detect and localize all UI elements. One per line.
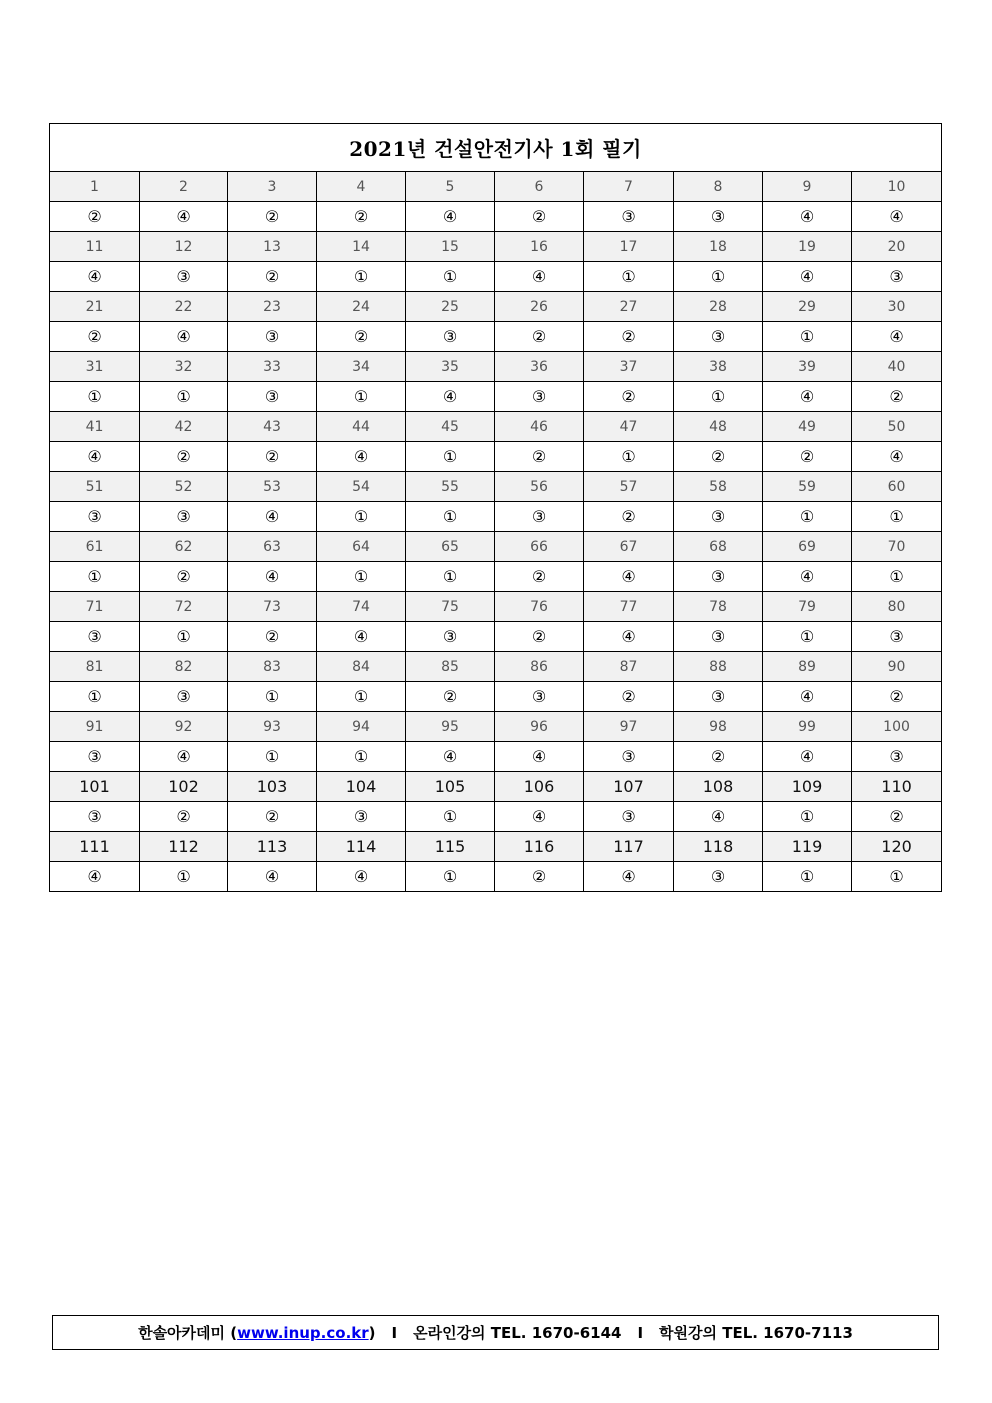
question-number-cell: 103 <box>228 772 317 802</box>
answer-cell: ④ <box>495 262 584 292</box>
answer-cell: ② <box>584 502 674 532</box>
answer-cell: ② <box>228 622 317 652</box>
answer-cell: ② <box>852 802 942 832</box>
answer-cell: ③ <box>674 502 763 532</box>
question-number-cell: 81 <box>50 652 140 682</box>
question-number-cell: 68 <box>674 532 763 562</box>
answer-row <box>50 262 942 292</box>
question-number-cell: 78 <box>674 592 763 622</box>
question-number-cell: 96 <box>495 712 584 742</box>
question-number-cell: 30 <box>852 292 942 322</box>
question-number-cell: 105 <box>406 772 495 802</box>
answer-cell: ④ <box>140 322 228 352</box>
answer-cell: ④ <box>317 442 406 472</box>
question-number-cell: 9 <box>763 172 852 202</box>
question-number-cell: 87 <box>584 652 674 682</box>
question-number-cell: 85 <box>406 652 495 682</box>
question-number-cell: 52 <box>140 472 228 502</box>
question-number-cell: 14 <box>317 232 406 262</box>
answer-cell: ① <box>852 862 942 892</box>
answer-cell: ② <box>495 862 584 892</box>
footer-bar <box>52 1315 939 1350</box>
question-number-cell: 56 <box>495 472 584 502</box>
answer-row <box>50 202 942 232</box>
answer-cell: ② <box>674 442 763 472</box>
answer-cell: ② <box>852 382 942 412</box>
question-number-cell: 17 <box>584 232 674 262</box>
answer-cell: ② <box>228 442 317 472</box>
question-number-cell: 119 <box>763 832 852 862</box>
answer-cell: ④ <box>406 742 495 772</box>
question-number-row <box>50 232 942 262</box>
question-number-cell: 74 <box>317 592 406 622</box>
close-paren: ) <box>368 1323 376 1342</box>
question-number-cell: 37 <box>584 352 674 382</box>
question-number-cell: 107 <box>584 772 674 802</box>
answer-cell: ② <box>674 742 763 772</box>
answer-cell: ② <box>852 682 942 712</box>
answer-row <box>50 802 942 832</box>
answer-cell: ① <box>406 502 495 532</box>
question-number-cell: 28 <box>674 292 763 322</box>
answer-cell: ④ <box>763 682 852 712</box>
answer-cell: ④ <box>228 502 317 532</box>
question-number-cell: 112 <box>140 832 228 862</box>
academy-contact: 학원강의 TEL. 1670-7113 <box>659 1324 853 1342</box>
question-number-cell: 48 <box>674 412 763 442</box>
answer-cell: ④ <box>140 742 228 772</box>
question-number-cell: 88 <box>674 652 763 682</box>
answer-cell: ① <box>317 742 406 772</box>
question-number-cell: 42 <box>140 412 228 442</box>
question-number-cell: 58 <box>674 472 763 502</box>
answer-row <box>50 622 942 652</box>
answer-cell: ② <box>495 562 584 592</box>
question-number-row <box>50 772 942 802</box>
answer-cell: ① <box>584 442 674 472</box>
answer-cell: ② <box>495 202 584 232</box>
answer-cell: ④ <box>317 862 406 892</box>
answer-cell: ③ <box>495 502 584 532</box>
answer-cell: ③ <box>495 682 584 712</box>
answer-cell: ② <box>228 802 317 832</box>
answer-row <box>50 442 942 472</box>
answer-cell: ② <box>140 562 228 592</box>
question-number-cell: 16 <box>495 232 584 262</box>
question-number-cell: 35 <box>406 352 495 382</box>
question-number-cell: 4 <box>317 172 406 202</box>
answer-cell: ③ <box>50 802 140 832</box>
answer-cell: ② <box>140 802 228 832</box>
answer-cell: ③ <box>140 502 228 532</box>
answer-cell: ① <box>140 862 228 892</box>
online-contact: 온라인강의 TEL. 1670-6144 <box>413 1324 622 1342</box>
answer-cell: ② <box>228 202 317 232</box>
answer-cell: ④ <box>763 382 852 412</box>
question-number-cell: 18 <box>674 232 763 262</box>
question-number-cell: 53 <box>228 472 317 502</box>
answer-cell: ① <box>317 262 406 292</box>
answer-cell: ④ <box>852 202 942 232</box>
question-number-cell: 27 <box>584 292 674 322</box>
answer-cell: ① <box>674 382 763 412</box>
question-number-cell: 90 <box>852 652 942 682</box>
website-link[interactable]: www.inup.co.kr <box>237 1323 369 1342</box>
question-number-cell: 1 <box>50 172 140 202</box>
question-number-cell: 83 <box>228 652 317 682</box>
question-number-row <box>50 172 942 202</box>
answer-cell: ① <box>228 742 317 772</box>
answer-cell: ③ <box>228 322 317 352</box>
question-number-cell: 45 <box>406 412 495 442</box>
answer-cell: ① <box>317 562 406 592</box>
answer-cell: ④ <box>228 562 317 592</box>
answer-cell: ① <box>406 802 495 832</box>
answer-cell: ① <box>317 502 406 532</box>
question-number-cell: 110 <box>852 772 942 802</box>
answer-cell: ③ <box>50 622 140 652</box>
answer-cell: ② <box>584 682 674 712</box>
answer-cell: ① <box>406 442 495 472</box>
answer-cell: ① <box>763 502 852 532</box>
question-number-cell: 64 <box>317 532 406 562</box>
answer-cell: ② <box>495 622 584 652</box>
question-number-cell: 32 <box>140 352 228 382</box>
answer-cell: ① <box>406 562 495 592</box>
answer-cell: ④ <box>50 262 140 292</box>
question-number-cell: 57 <box>584 472 674 502</box>
question-number-cell: 120 <box>852 832 942 862</box>
answer-cell: ① <box>317 382 406 412</box>
question-number-cell: 29 <box>763 292 852 322</box>
question-number-cell: 34 <box>317 352 406 382</box>
question-number-cell: 63 <box>228 532 317 562</box>
question-number-cell: 43 <box>228 412 317 442</box>
question-number-cell: 21 <box>50 292 140 322</box>
question-number-cell: 65 <box>406 532 495 562</box>
answer-cell: ① <box>50 562 140 592</box>
answer-row <box>50 682 942 712</box>
question-number-row <box>50 352 942 382</box>
answer-cell: ③ <box>584 202 674 232</box>
question-number-cell: 106 <box>495 772 584 802</box>
answer-cell: ① <box>584 262 674 292</box>
answer-cell: ④ <box>852 442 942 472</box>
question-number-cell: 116 <box>495 832 584 862</box>
question-number-row <box>50 712 942 742</box>
question-number-cell: 97 <box>584 712 674 742</box>
answer-cell: ① <box>763 622 852 652</box>
answer-cell: ① <box>406 862 495 892</box>
question-number-cell: 70 <box>852 532 942 562</box>
question-number-cell: 111 <box>50 832 140 862</box>
question-number-cell: 115 <box>406 832 495 862</box>
answer-cell: ④ <box>674 802 763 832</box>
answer-cell: ③ <box>140 682 228 712</box>
answer-cell: ④ <box>584 622 674 652</box>
answer-cell: ③ <box>140 262 228 292</box>
answer-cell: ④ <box>763 742 852 772</box>
answer-cell: ③ <box>406 622 495 652</box>
question-number-row <box>50 592 942 622</box>
answer-cell: ② <box>317 202 406 232</box>
question-number-cell: 95 <box>406 712 495 742</box>
question-number-cell: 44 <box>317 412 406 442</box>
academy-name: 한솔아카데미 <box>138 1324 226 1342</box>
question-number-cell: 13 <box>228 232 317 262</box>
answer-cell: ④ <box>140 202 228 232</box>
question-number-cell: 46 <box>495 412 584 442</box>
question-number-cell: 31 <box>50 352 140 382</box>
answer-cell: ② <box>584 382 674 412</box>
answer-cell: ② <box>495 322 584 352</box>
question-number-cell: 80 <box>852 592 942 622</box>
answer-cell: ④ <box>584 862 674 892</box>
answer-cell: ③ <box>50 742 140 772</box>
question-number-row <box>50 832 942 862</box>
question-number-cell: 15 <box>406 232 495 262</box>
question-number-cell: 39 <box>763 352 852 382</box>
question-number-cell: 94 <box>317 712 406 742</box>
answer-row <box>50 322 942 352</box>
answer-cell: ② <box>317 322 406 352</box>
question-number-cell: 60 <box>852 472 942 502</box>
answer-cell: ③ <box>674 862 763 892</box>
question-number-cell: 117 <box>584 832 674 862</box>
question-number-cell: 108 <box>674 772 763 802</box>
answer-row <box>50 862 942 892</box>
answer-cell: ① <box>852 502 942 532</box>
answer-cell: ① <box>852 562 942 592</box>
title-row <box>50 124 942 172</box>
question-number-cell: 22 <box>140 292 228 322</box>
answer-cell: ④ <box>495 742 584 772</box>
question-number-cell: 75 <box>406 592 495 622</box>
separator: I <box>637 1323 644 1342</box>
question-number-cell: 24 <box>317 292 406 322</box>
answer-cell: ② <box>406 682 495 712</box>
question-number-cell: 118 <box>674 832 763 862</box>
answer-table <box>49 123 942 892</box>
question-number-row <box>50 412 942 442</box>
answer-cell: ② <box>584 322 674 352</box>
answer-cell: ③ <box>674 562 763 592</box>
answer-cell: ① <box>763 862 852 892</box>
question-number-cell: 33 <box>228 352 317 382</box>
question-number-cell: 23 <box>228 292 317 322</box>
question-number-cell: 5 <box>406 172 495 202</box>
answer-cell: ③ <box>852 262 942 292</box>
question-number-cell: 59 <box>763 472 852 502</box>
answer-cell: ③ <box>50 502 140 532</box>
answer-row <box>50 382 942 412</box>
question-number-cell: 89 <box>763 652 852 682</box>
answer-cell: ① <box>50 382 140 412</box>
question-number-cell: 11 <box>50 232 140 262</box>
answer-cell: ② <box>50 322 140 352</box>
question-number-cell: 86 <box>495 652 584 682</box>
page-title: 2021년 건설안전기사 1회 필기 <box>50 124 942 172</box>
answer-cell: ① <box>140 382 228 412</box>
question-number-row <box>50 292 942 322</box>
answer-cell: ③ <box>674 202 763 232</box>
answer-cell: ④ <box>852 322 942 352</box>
question-number-cell: 79 <box>763 592 852 622</box>
open-paren: ( <box>230 1323 238 1342</box>
question-number-row <box>50 472 942 502</box>
question-number-cell: 67 <box>584 532 674 562</box>
answer-cell: ① <box>406 262 495 292</box>
answer-cell: ④ <box>50 862 140 892</box>
answer-cell: ③ <box>584 802 674 832</box>
question-number-cell: 6 <box>495 172 584 202</box>
question-number-cell: 73 <box>228 592 317 622</box>
question-number-cell: 114 <box>317 832 406 862</box>
question-number-cell: 47 <box>584 412 674 442</box>
question-number-cell: 76 <box>495 592 584 622</box>
answer-cell: ① <box>763 802 852 832</box>
answer-cell: ② <box>140 442 228 472</box>
question-number-cell: 62 <box>140 532 228 562</box>
question-number-cell: 102 <box>140 772 228 802</box>
question-number-cell: 40 <box>852 352 942 382</box>
question-number-cell: 71 <box>50 592 140 622</box>
answer-cell: ③ <box>852 622 942 652</box>
question-number-cell: 49 <box>763 412 852 442</box>
answer-cell: ④ <box>317 622 406 652</box>
question-number-cell: 55 <box>406 472 495 502</box>
question-number-cell: 25 <box>406 292 495 322</box>
answer-cell: ④ <box>584 562 674 592</box>
answer-cell: ③ <box>852 742 942 772</box>
answer-cell: ④ <box>763 262 852 292</box>
question-number-cell: 36 <box>495 352 584 382</box>
answer-cell: ③ <box>495 382 584 412</box>
question-number-cell: 100 <box>852 712 942 742</box>
question-number-cell: 8 <box>674 172 763 202</box>
question-number-cell: 91 <box>50 712 140 742</box>
answer-cell: ④ <box>763 562 852 592</box>
answer-cell: ① <box>228 682 317 712</box>
answer-cell: ① <box>317 682 406 712</box>
question-number-cell: 82 <box>140 652 228 682</box>
question-number-cell: 41 <box>50 412 140 442</box>
question-number-cell: 51 <box>50 472 140 502</box>
question-number-cell: 26 <box>495 292 584 322</box>
question-number-cell: 98 <box>674 712 763 742</box>
answer-row <box>50 742 942 772</box>
question-number-cell: 19 <box>763 232 852 262</box>
question-number-cell: 2 <box>140 172 228 202</box>
question-number-cell: 92 <box>140 712 228 742</box>
answer-cell: ④ <box>406 202 495 232</box>
question-number-cell: 10 <box>852 172 942 202</box>
answer-cell: ③ <box>674 682 763 712</box>
answer-cell: ④ <box>763 202 852 232</box>
answer-cell: ③ <box>406 322 495 352</box>
question-number-cell: 93 <box>228 712 317 742</box>
answer-cell: ④ <box>406 382 495 412</box>
separator: I <box>391 1323 398 1342</box>
answer-cell: ② <box>228 262 317 292</box>
answer-cell: ① <box>674 262 763 292</box>
question-number-cell: 99 <box>763 712 852 742</box>
question-number-cell: 20 <box>852 232 942 262</box>
question-number-row <box>50 652 942 682</box>
answer-cell: ④ <box>495 802 584 832</box>
answer-cell: ① <box>140 622 228 652</box>
question-number-cell: 77 <box>584 592 674 622</box>
question-number-cell: 3 <box>228 172 317 202</box>
answer-cell: ③ <box>674 622 763 652</box>
question-number-cell: 38 <box>674 352 763 382</box>
answer-cell: ① <box>50 682 140 712</box>
question-number-cell: 69 <box>763 532 852 562</box>
question-number-cell: 61 <box>50 532 140 562</box>
question-number-cell: 66 <box>495 532 584 562</box>
answer-row <box>50 562 942 592</box>
question-number-row <box>50 532 942 562</box>
answer-cell: ② <box>763 442 852 472</box>
answer-cell: ③ <box>317 802 406 832</box>
question-number-cell: 50 <box>852 412 942 442</box>
question-number-cell: 7 <box>584 172 674 202</box>
answer-cell: ④ <box>50 442 140 472</box>
answer-cell: ① <box>763 322 852 352</box>
question-number-cell: 101 <box>50 772 140 802</box>
question-number-cell: 12 <box>140 232 228 262</box>
answer-cell: ② <box>495 442 584 472</box>
question-number-cell: 54 <box>317 472 406 502</box>
answer-cell: ③ <box>584 742 674 772</box>
question-number-cell: 109 <box>763 772 852 802</box>
answer-cell: ④ <box>228 862 317 892</box>
answer-cell: ③ <box>228 382 317 412</box>
answer-cell: ② <box>50 202 140 232</box>
answer-row <box>50 502 942 532</box>
question-number-cell: 72 <box>140 592 228 622</box>
question-number-cell: 113 <box>228 832 317 862</box>
question-number-cell: 84 <box>317 652 406 682</box>
question-number-cell: 104 <box>317 772 406 802</box>
answer-cell: ③ <box>674 322 763 352</box>
